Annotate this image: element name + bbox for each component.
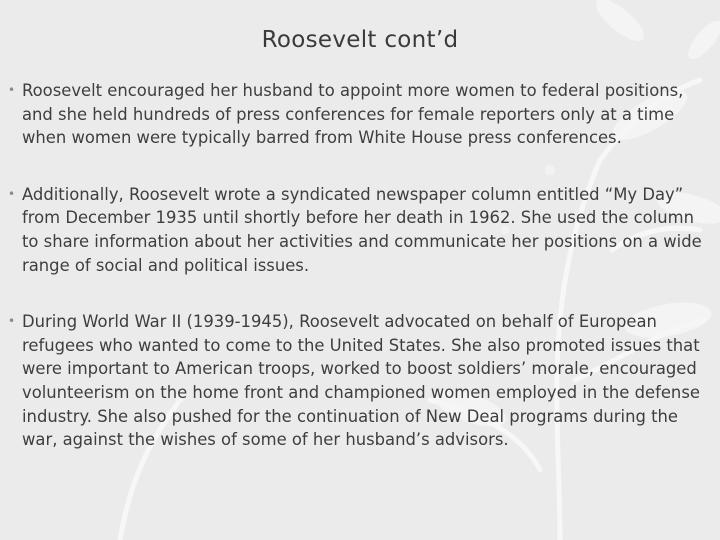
bullet-marker: • xyxy=(8,186,16,201)
bullet-text: Roosevelt encouraged her husband to appoint more women to federal positions, and she held hundreds of press conferences for female reporters only at a time when women were typically barred from White House press conferences. xyxy=(22,81,684,148)
bullet-text: Additionally, Roosevelt wrote a syndicated newspaper column entitled “My Day” from December 1935 until shortly before her death in 1962. She used the column to share information about her activities and communicate her positions on a wide range of social and political issues. xyxy=(22,184,702,275)
bullet-list xyxy=(8,79,712,452)
bullet-marker: • xyxy=(8,314,16,329)
list-item xyxy=(8,183,712,277)
bullet-marker: • xyxy=(8,83,16,97)
slide-title: Roosevelt cont’d xyxy=(261,27,459,53)
list-item xyxy=(8,310,712,452)
list-item xyxy=(8,79,712,150)
bullet-text: During World War II (1939-1945), Roosevelt advocated on behalf of European refugees who wanted to come to the United States. She also promoted issues that were important to American troops, worked to boost soldiers’ morale, encouraged volunteerism on the home front and championed women employed in the defense industry. She also pushed for the continuation of New Deal programs during the war, against the wishes of some of her husband’s advisors. xyxy=(22,312,700,450)
